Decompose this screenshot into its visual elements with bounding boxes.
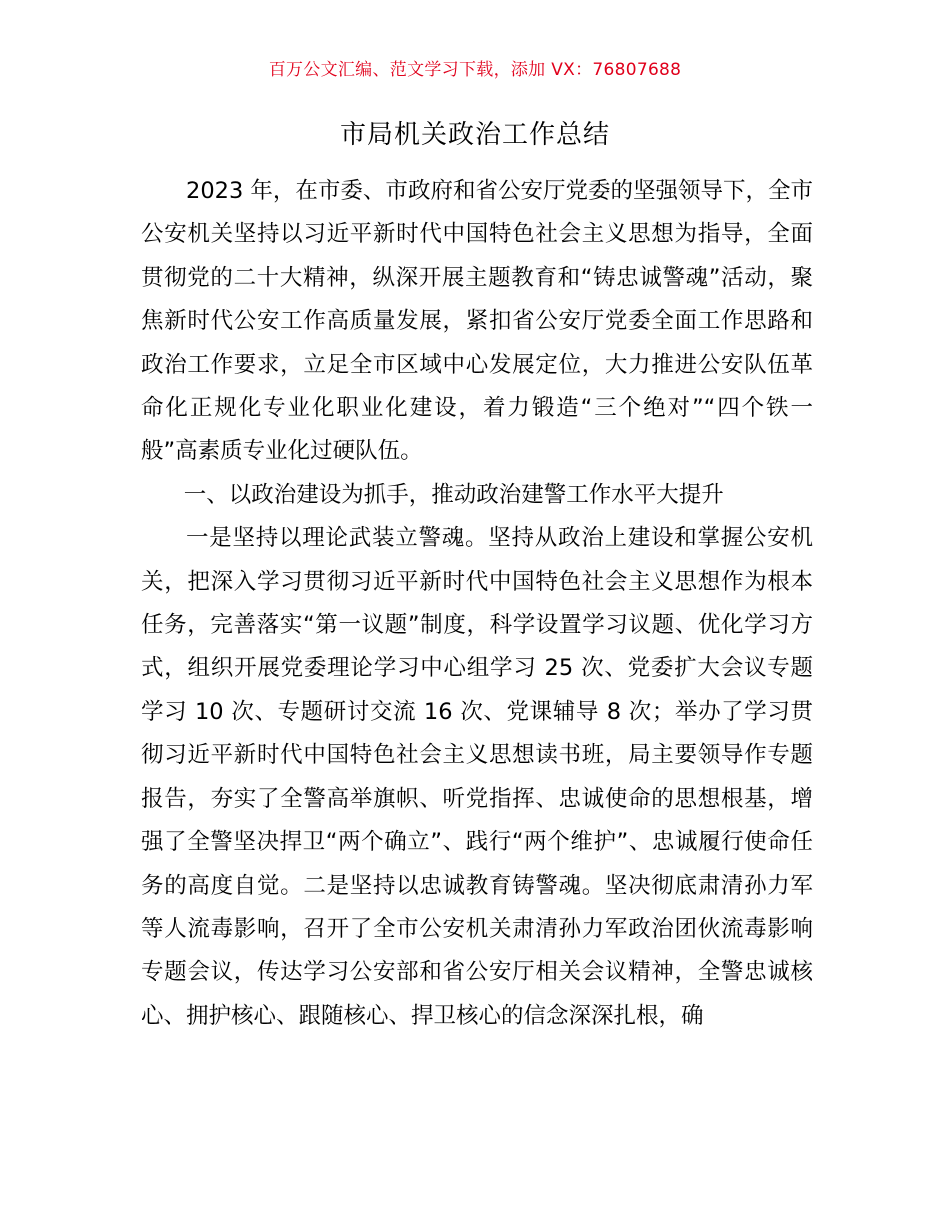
- document-title: 市局机关政治工作总结: [339, 120, 610, 150]
- section-heading: 一、以政治建设为抓手，推动政治建警工作水平大提升: [183, 481, 724, 508]
- document-body: [141, 170, 813, 1038]
- intro-paragraph: 2023 年，在市委、市政府和省公安厅党委的坚强领导下，全市公安机关坚持以习近平新时代中国特色社会主义思想为指导，全面贯彻党的二十大精神，纵深开展主题教育和“铸忠诚警魂”活动，聚焦新时代公安工作高质量发展，紧扣省公安厅党委全面工作思路和政治工作要求，立足全市区域中心发展定位，大力推进公安队伍革命化正规化专业化职业化建设，着力锻造“三个绝对”“四个铁一般”高素质专业化过硬队伍。: [141, 178, 813, 465]
- watermark-header: 百万公文汇编、范文学习下载，添加 VX：76807688: [268, 60, 682, 80]
- section-paragraph: 一是坚持以理论武装立警魂。坚持从政治上建设和掌握公安机关，把深入学习贯彻习近平新时代中国特色社会主义思想作为根本任务，完善落实“第一议题”制度，科学设置学习议题、优化学习方式，组织开展党委理论学习中心组学习 25 次、党委扩大会议专题学习 10 次、专题研讨交流 16 次、党课辅导 8 次；举办了学习贯彻习近平新时代中国特色社会主义思想读书班，局主要领导作专题报告，夯实了全警高举旗帜、听党指挥、忠诚使命的思想根基，增强了全警坚决捍卫“两个确立”、践行“两个维护”、忠诚履行使命任务的高度自觉。二是坚持以忠诚教育铸警魂。坚决彻底肃清孙力军等人流毒影响，召开了全市公安机关肃清孙力军政治团伙流毒影响专题会议，传达学习公安部和省公安厅相关会议精神，全警忠诚核心、拥护核心、跟随核心、捍卫核心的信念深深扎根，确: [141, 525, 813, 1029]
